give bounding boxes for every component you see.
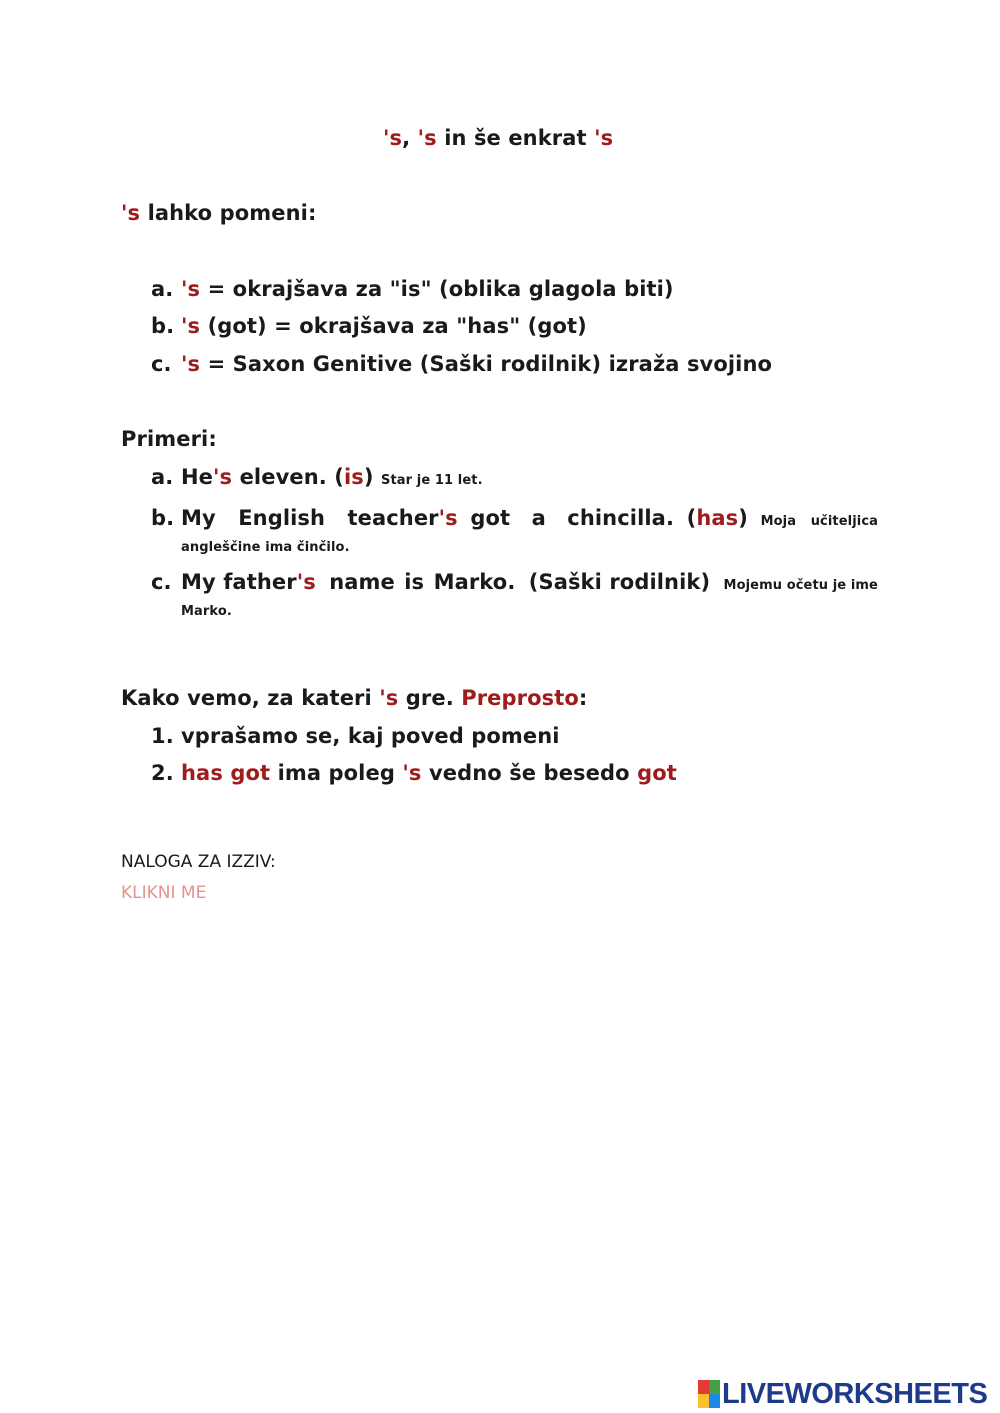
example-pre: He [181, 465, 214, 489]
example-pre: My English teacher [181, 506, 439, 530]
s-token: 's [181, 314, 201, 338]
intro-line [121, 201, 316, 225]
title-s2: 's [417, 126, 437, 150]
example-item-a [151, 465, 483, 489]
s-token: 's [402, 761, 422, 785]
example-translation-part2: angleščine ima činčilo. [181, 540, 350, 555]
list-marker: b. [151, 314, 175, 338]
howto-colon: : [578, 686, 588, 710]
title-s1: 's [383, 126, 403, 150]
meaning-text: (got) = okrajšava za "has" (got) [207, 314, 587, 338]
step-text: vprašamo se, kaj poved pomeni [181, 724, 560, 748]
meaning-text: = okrajšava za "is" (oblika glagola biti) [207, 277, 674, 301]
example-note: has [696, 506, 739, 530]
note-open: ( [686, 506, 697, 530]
list-marker: b. [151, 506, 175, 530]
example-post: name is Marko. [329, 570, 516, 594]
challenge-link[interactable]: KLIKNI ME [121, 883, 207, 903]
list-marker: c. [151, 570, 172, 594]
example-item-b [151, 503, 878, 559]
meaning-text: = Saxon Genitive (Saški rodilnik) izraža svojino [207, 352, 773, 376]
s-token: 's [181, 352, 201, 376]
page-title [383, 126, 613, 150]
howto-red: Preprosto [461, 686, 579, 710]
list-marker: 2. [151, 761, 174, 785]
example-note: is [343, 465, 364, 489]
example-post: eleven. [239, 465, 327, 489]
note-close: ) [738, 506, 748, 530]
intro-s: 's [121, 201, 141, 225]
howto-line [121, 686, 587, 710]
challenge-label: NALOGA ZA IZZIV: [121, 852, 276, 872]
title-mid: in še enkrat [444, 126, 587, 150]
meaning-item-b [151, 314, 587, 338]
s-token: 's [213, 465, 233, 489]
note-close: ) [363, 465, 374, 489]
s-token: 's [181, 277, 201, 301]
step-mid: ima poleg [277, 761, 395, 785]
note-open: ( [334, 465, 344, 489]
step-item-2 [151, 761, 677, 785]
logo-text: LIVEWORKSHEETS [722, 1377, 988, 1410]
step-red1: has got [181, 761, 271, 785]
title-sep: , [402, 126, 411, 150]
example-note: (Saški rodilnik) [528, 570, 711, 594]
meaning-item-a [151, 277, 674, 301]
step-red2: got [637, 761, 677, 785]
example-translation-part2: Marko. [181, 604, 232, 619]
s-token: 's [438, 506, 458, 530]
example-translation-part1: Moja učiteljica [760, 514, 878, 529]
meaning-item-c [151, 352, 772, 376]
title-s3: 's [594, 126, 614, 150]
example-item-c [151, 567, 878, 623]
list-marker: c. [151, 352, 172, 376]
s-token: 's [379, 686, 399, 710]
step-item-1 [151, 724, 560, 748]
step-mid2: vedno še besedo [428, 761, 630, 785]
intro-text: lahko pomeni: [147, 201, 317, 225]
example-pre: My father [181, 570, 297, 594]
howto-mid: gre. [405, 686, 454, 710]
logo-icon [698, 1380, 720, 1408]
howto-pre: Kako vemo, za kateri [121, 686, 372, 710]
list-marker: a. [151, 465, 174, 489]
example-translation: Star je 11 let. [381, 473, 483, 488]
list-marker: 1. [151, 724, 174, 748]
list-marker: a. [151, 277, 174, 301]
examples-heading: Primeri: [121, 427, 217, 451]
liveworksheets-logo [698, 1378, 987, 1410]
s-token: 's [296, 570, 316, 594]
example-translation-part1: Mojemu očetu je ime [723, 578, 878, 593]
example-post: got a chincilla. [470, 506, 675, 530]
